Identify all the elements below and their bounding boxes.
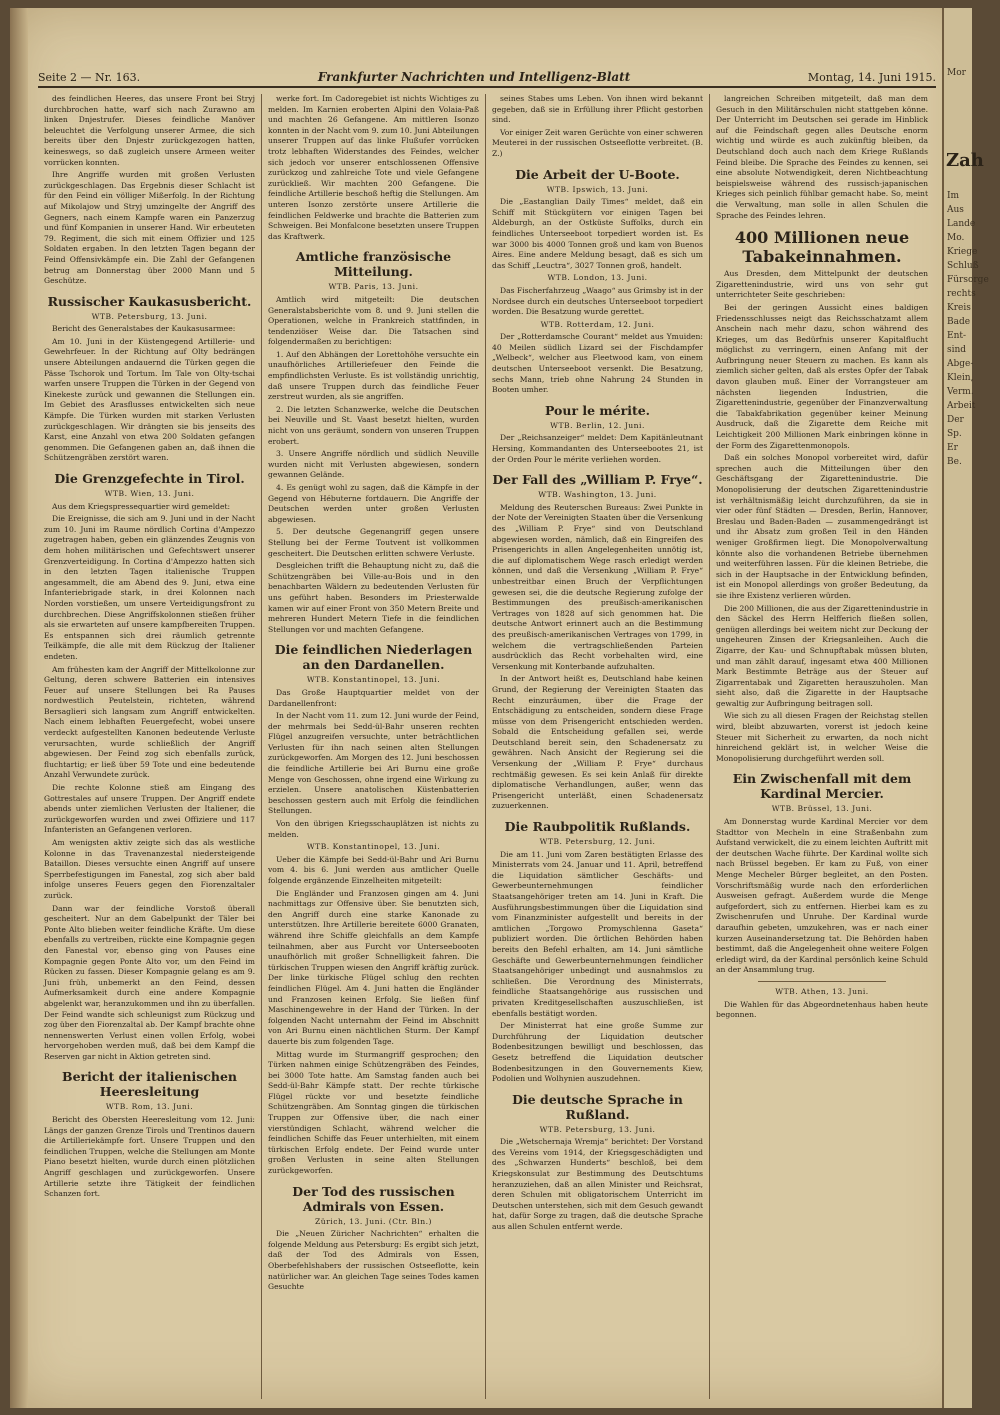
article-paragraph: werke fort. Im Cadoregebiet ist nichts Wichtiges zu melden. Im Karnien eroberten Alpini den Volaia-Paß und machten 26 Gefangene. Am mittleren Isonzo konnten in der Nacht vom 9. zum 10. Juni Abteilungen unserer Truppen auf das linke Flußufer vorrücken trotz lebhaften Widerstandes des Feindes, welcher sich jedoch vor unserer entschlossenen Offensive zurückzog und zahlreiche Tote und viele Gefangene zurückließ. Wir machten 200 Gefangene. Die feindliche Artillerie beschoß heftig die Stellungen. Am unteren Isonzo zerstörte unsere Artillerie die feindlichen Feldwerke und brachte die Batterien zum Schweigen. Bei Monfalcone besetzten unsere Truppen das Kraftwerk.: [268, 94, 479, 241]
article-paragraph: Wie sich zu all diesen Fragen der Reichstag stellen wird, bleibt abzuwarten, vorerst ist jedoch keine Steuer mit Sicherheit zu erwarten, da noch nicht hinreichend geklärt ist, in welcher Weise die Monopolisierung durchgeführt werden soll.: [716, 711, 928, 763]
adjacent-page-line: rechts: [947, 289, 976, 299]
article-headline: Der Tod des russischen Admirals von Essen.: [292, 1183, 455, 1214]
article-paragraph: Vor einiger Zeit waren Gerüchte von einer schweren Meuterei in der russischen Ostseeflotte verbreitet. (B. Z.): [492, 127, 703, 158]
article-dateline: WTB. Paris, 13. Juni.: [328, 282, 419, 292]
adjacent-page-line: Fürsorge: [947, 275, 989, 285]
adjacent-page-line: Mo.: [947, 233, 965, 243]
adjacent-page-line: Arbeit: [947, 401, 976, 411]
article-paragraph: In der Antwort heißt es, Deutschland habe keinen Grund, der Regierung der Vereinigten Staaten das Recht einzuräumen, über die Frage der Entschädigung zu entscheiden, sondern diese Frage müsse von dem Prisengericht entschieden werden. Sobald die Entscheidung gefallen sei, werde Deutschland bereit sein, den Schadenersatz zu gewähren. Nach Ansicht der Regierung sei die Versenkung der „William P. Frye“ durchaus rechtmäßig gewesen. Es sei kein Anlaß für direkte diplomatische Verhandlungen, außer, wenn das Prisengericht unterläßt, einen Schadenersatz zuzuerkennen.: [492, 674, 703, 811]
article-paragraph: Die „Neuen Züricher Nachrichten“ erhalten die folgende Meldung aus Petersburg: Es ergibt sich jetzt, daß der Tod des Admirals von Essen, Oberbefehlshabers der russischen Ostseeflotte, kein natürlicher war. An gleichen Tage seines Todes kamen Gesuchte: [268, 1229, 479, 1292]
article-headline: Die deutsche Sprache in Rußland.: [512, 1091, 683, 1122]
article-paragraph: 1. Auf den Abhängen der Lorettohöhe versuchte ein unaufhörliches Artilleriefeuer den Feinde die empfindlichsten Verluste. Es ist vollständig unrichtig, daß unsere Truppen durch das feindliche Feuer zerstreut wurden, als sie angriffen.: [268, 349, 479, 402]
article-paragraph: Die 200 Millionen, die aus der Zigarettenindustrie in den Säckel des Herrn Helfferich fließen sollen, genügen allerdings bei weitem nicht zur Deckung der ungeheuren Zinsen der Kriegsanleihen. Auch die Zigarre, der Kau- und Schnupftabak müssen bluten, und man zählt darauf, ingesamt etwa 400 Millionen Mark Bestimmte Beträge aus der Steuer auf Zigarrentabak und Zigaretten herauszuholen. Man sieht also, daß die Zigarette in der Hauptsache gewaltig zur Aufbringung beitragen soll.: [716, 603, 928, 708]
header-masthead: Frankfurter Nachrichten und Intelligenz-Blatt: [317, 70, 631, 84]
article-paragraph: Desgleichen trifft die Behauptung nicht zu, daß die Schützengräben bei Ville-au-Bois und in den benachbarten Wäldern zu bedeutenden Verlusten für uns geführt haben. Besonders im Priesterwalde kamen wir auf einer Front von 350 Metern Breite und mehreren Hundert Metern Tiefe in die feindlichen Stellungen vor und machten Gefangene.: [268, 561, 479, 634]
adjacent-page-line: Klein,: [947, 373, 974, 383]
article-paragraph: Die Engländer und Franzosen gingen am 4. Juni nachmittags zur Offensive über. Sie benutzten sich, den Angriff durch eine starke Kanonade zu unterstützen. Ihre Artillerie bereitete 6000 Granaten, während ihre Schiffe gleichfalls an dem Kampfe teilnahmen, aber aus Furcht vor Unterseebooten unaufhörlich mit großer Schnelligkeit fahren. Die türkischen Truppen wiesen den Angriff kräftig zurück. Der linke türkische Flügel schlug den rechten feindlichen Flügel. Am 4. Juni hatten die Engländer und Franzosen keinen Erfolg. Sie ließen fünf Maschinengewehre in der Hand der Türken. In der folgenden Nacht unternahm der Feind im Abschnitt von Ari Burnu einen nächtlichen Sturm. Der Kampf dauerte bis zum folgenden Tage.: [268, 888, 479, 1046]
article-paragraph: Am Donnerstag wurde Kardinal Mercier vor dem Stadttor von Mecheln in eine Straßenbahn zum Aufstand verwickelt, die zu einem leichten Auftritt mit der deutschen Wache führte. Der Kardinal wollte sich nach Brüssel begeben. Er kam zu Fuß, von einer Menge Mecheler Bürger begleitet, an den Posten. Vorschriftsmäßig wurde nach den erforderlichen Ausweisen gefragt. Außerdem wurde die Menge aufgefordert, sich zu entfernen. Hierbei kam es zu Zwischenrufen und Unruhe. Der Kardinal wurde daraufhin gebeten, umzukehren, was er nach einer kurzen Auseinandersetzung tat. Die Behörden haben bestimmt, daß die Angelegenheit ohne weitere Folgen erledigt wird, da der Kardinal persönlich keine Schuld an der Ansammlung trug.: [716, 817, 928, 975]
column-1: [38, 94, 262, 1399]
article-paragraph: Dann war der feindliche Vorstoß überall gescheitert. Nur an dem Gabelpunkt der Täler bei Ponte Alto blieben weiter feindliche Kräfte. Um diese ebenfalls zu vertreiben, rückte eine Kompagnie gegen den Fanestal vor, ebenso ging von Pauses eine Kompagnie gegen Ponte Alto vor, um den Feind im Rücken zu fassen. Dieser Kompagnie gelang es am 9. Juni früh, unbemerkt an den Feind, dessen Aufmerksamkeit durch eine andere Kompagnie abgelenkt war, heranzukommen und ihn zu überfallen. Der Feind wandte sich schleunigst zum Rückzug und zog über den Fiorenzaltal ab. Der Kampf brachte ohne nennenswerten Verlust einen vollen Erfolg, wobei hervorgehoben werden muß, daß bei dem Kampf die Reserven gar nicht in Aktion getreten sind.: [44, 903, 255, 1061]
adjacent-page-line: Im: [947, 191, 960, 201]
adjacent-page-line: Sp.: [947, 429, 962, 439]
article-headline: Russischer Kaukasusbericht.: [47, 293, 252, 309]
article-paragraph: Die Ereignisse, die sich am 9. Juni und in der Nacht zum 10. Juni im Raume nördlich Cortina d'Ampezzo zugetragen haben, geben ein glänzendes Zeugnis von dem hohen militärischen und Gefechtswert unserer Grenzverteidigung. In Cortina d'Ampezzo hatten sich in den letzten Tagen italienische Truppen angesammelt, die am Abend des 9. Juni, etwa eine Infanteriebrigade stark, in drei Kolonnen nach Norden vorstießen, um unsere Verteidigungsfront zu durchbrechen. Diese Angriffskolonnen stießen früher als sie erwarteten auf unsere kampfbereiten Truppen. Es entspannen sich drei räumlich getrennte Teilkämpfe, die alle mit dem Rückzug der Italiener endeten.: [44, 514, 255, 661]
article-paragraph: Ueber die Kämpfe bei Sedd-ül-Bahr und Ari Burnu vom 4. bis 6. Juni werden aus amtlicher Quelle folgende ergänzende Einzelheiten mitgeteilt:: [268, 854, 479, 885]
article-paragraph: 2. Die letzten Schanzwerke, welche die Deutschen bei Neuville und St. Vaast besetzt hielten, wurden nicht von uns geräumt, sondern von unseren Truppen erobert.: [268, 404, 479, 446]
article-paragraph: Aus Dresden, dem Mittelpunkt der deutschen Zigarettenindustrie, wird uns von sehr gut unterrichteter Seite geschrieben:: [716, 269, 928, 300]
article-dateline: WTB. Petersburg, 12. Juni.: [539, 837, 656, 847]
header-date: Montag, 14. Juni 1915.: [807, 71, 936, 84]
article-dateline: WTB. Berlin, 12. Juni.: [550, 420, 645, 430]
adjacent-page-header: Mor: [947, 68, 966, 78]
article-paragraph: Der „Reichsanzeiger“ meldet: Dem Kapitänleutnant Hersing, Kommandanten des Unterseebootes 21, ist der Orden Pour le mérite verliehen worden.: [492, 433, 703, 464]
header-issue: Seite 2 — Nr. 163.: [38, 71, 141, 84]
adjacent-page-heading: Zah: [946, 150, 984, 171]
adjacent-page-line: Bade: [947, 317, 971, 327]
article-paragraph: Am 10. Juni in der Küstengegend Artillerie- und Gewehrfeuer. In der Richtung auf Olty bedrängen unsere Abteilungen andauernd die Türken gegen die Pässe Tschorok und Tortum. Im Tale von Olty-tschai warfen unsere Truppen die Türken in der Gegend von Kinekeste zurück und gewannen die Stellungen ein. Im Gebiet des Arasflusses entwickelten sich neue Kämpfe. Die Türken wurden mit starken Verlusten zurückgeschlagen. Wir drängten sie bis jenseits des Karst, eine Anzahl von etwa 200 Soldaten gefangen genommen. Die Gefangenen gaben an, daß ihnen die Schützengräben zerstört waren.: [44, 336, 255, 463]
article-paragraph: langreichen Schreiben mitgeteilt, daß man dem Gesuch in den Militärschulen nicht stattgeben könne. Der Unterricht im Deutschen sei gerade im Hinblick auf die Feindschaft gegen alles Deutsche enorm wichtig und würde es auch zukünftig bleiben, da Deutschland doch auch nach dem Kriege Rußlands Feind bleibe. Die Sprache des Feindes zu kennen, sei eine absolute Notwendigkeit, deren Nichtbeachtung beispielsweise während des russisch-japanischen Krieges sich peinlich fühlbar gemacht habe. So, meint die Verwaltung, man solle in allen Schulen die Sprache des Feindes lehren.: [716, 94, 928, 220]
adjacent-page-edge: [942, 8, 989, 1408]
column-4: [710, 94, 934, 1399]
article-dateline: WTB. London, 13. Juni.: [547, 273, 648, 283]
article-columns: [38, 94, 936, 1399]
article-headline: Die Grenzgefechte in Tirol.: [54, 471, 245, 486]
column-3: [486, 94, 710, 1399]
article-paragraph: Meldung des Reuterschen Bureaus: Zwei Punkte in der Note der Vereinigten Staaten über die Versenkung des „William P. Frye“ sind von Deutschland abgewiesen worden, nämlich, daß ein Eingreifen des Prisengerichts in allen Angelegenheiten unnötig ist, die auf diplomatischem Wege rasch erledigt werden können, und daß die Versenkung „William P. Frye“ unbestreitbar einen Bruch der Verpflichtungen gewesen sei, die die deutsche Regierung zufolge der Bestimmungen des preußisch-amerikanischen Vertrages von 1828 auf sich genommen hat. Die deutsche Antwort erinnert auch an die Bestimmung des preußisch-amerikanischen Vertrages von 1799, in welchem die vertragschließenden Parteien ausdrücklich das Recht vorbehalten wird, eine Versenkung mit Konterbande aufzuhalten.: [492, 502, 703, 671]
adjacent-page-line: Verm.: [947, 387, 974, 397]
article-headline: 400 Millionen neue Tabakeinnahmen.: [734, 228, 910, 267]
article-paragraph: Die „Wetschernaja Wremja“ berichtet: Der Vorstand des Vereins vom 1914, der Kriegsgeschädigten und des „Schwarzen Hunderts“ beschloß, bei dem Kriegskonsulat zur Bestimmung des Deutschtums heranzuziehen, daß an allen Minister und Reichsrat, deren Schulen mit obligatorischem Unterricht im Deutschen unterstehen, sich mit dem Gesuch gewandt hat, dafür Sorge zu tragen, daß die deutsche Sprache aus allen Schulen entfernt werde.: [492, 1137, 703, 1232]
adjacent-page-line: Kriege: [947, 247, 978, 257]
article-paragraph: Bericht des Generalstabes der Kaukasusarmee:: [52, 324, 236, 334]
article-dateline: WTB. Brüssel, 13. Juni.: [771, 804, 873, 814]
article-paragraph: 5. Der deutsche Gegenangriff gegen unsere Stellung bei der Ferme Toutvent ist vollkommen gescheitert. Die Deutschen erlitten schwere Verluste.: [268, 527, 479, 558]
article-paragraph: Das Große Hauptquartier meldet von der Dardanellenfront:: [268, 687, 479, 708]
article-paragraph: 4. Es genügt wohl zu sagen, daß die Kämpfe in der Gegend von Hébuterne fortdauern. Die Angriffe der Deutschen werden unter großen Verlusten abgewiesen.: [268, 483, 479, 524]
article-headline: Amtliche französische Mitteilung.: [295, 249, 452, 280]
article-dateline: WTB. Rom, 13. Juni.: [105, 1102, 194, 1112]
article-paragraph: Bericht des Obersten Heeresleitung vom 12. Juni: Längs der ganzen Grenze Tirols und Trentinos dauern die Artilleriekämpfe fort. Unsere Truppen und den feindlichen Truppen, welche die Stellungen am Monte Piano besetzt hielten, wurde durch einen plötzlichen Angriff geschlagen und zurückgeworfen. Unsere Artillerie setzte ihre Tätigkeit der feindlichen Schanzen fort.: [44, 1115, 255, 1199]
adjacent-page-line: Ent-: [947, 331, 967, 341]
adjacent-page-line: Schluß: [947, 261, 979, 271]
article-dateline: WTB. Wien, 13. Juni.: [104, 489, 195, 498]
article-dateline: WTB. Rotterdam, 12. Juni.: [540, 319, 655, 329]
article-paragraph: Die „Eastanglian Daily Times“ meldet, daß ein Schiff mit Stückgütern vor einigen Tagen bei Aldeburgh, an der Ostküste Suffolks, durch ein feindliches Unterseeboot torpediert worden ist. Es war 3000 bis 4000 Tonnen groß und kam von Buenos Aires. Eine andere Meldung besagt, daß es sich um das Schiff „Leuctra“, 3027 Tonnen groß, handelt.: [492, 197, 703, 270]
section-divider: [758, 981, 885, 982]
article-dateline: WTB. Konstantinopel, 13. Juni.: [306, 675, 441, 685]
article-paragraph: Daß ein solches Monopol vorbereitet wird, dafür sprechen auch die Mitteilungen über den Geschäftsgang der Zigarettenindustrie. Die Monopolisierung der deutschen Zigarettenindustrie ist verhältnismäßig leicht durchzuführen, da sie in vier oder fünf Städten — Dresden, Berlin, Hannover, Breslau und Baden-Baden — zusammengedrängt ist und ihr Absatz zum großen Teil in den Händen weniger Großfirmen liegt. Die Monopolverwaltung könnte also die vorhandenen Betriebe übernehmen und weiterführen lassen. Für die kleinen Betriebe, die sich in der Hauptsache in der Entwicklung befinden, ist ein Monopol allerdings von großer Bedeutung, da sie ihre Existenz verlieren würden.: [716, 453, 928, 600]
article-headline: Die Raubpolitik Rußlands.: [504, 819, 691, 835]
article-paragraph: seines Stabes ums Leben. Von ihnen wird bekannt gegeben, daß sie in Erfüllung ihrer Pflicht gestorben sind.: [492, 94, 703, 125]
article-dateline: WTB. Konstantinopel, 13. Juni.: [306, 842, 441, 852]
article-dateline: WTB. Petersburg, 13. Juni.: [539, 1124, 656, 1134]
article-dateline: WTB. Athen, 13. Juni.: [775, 986, 869, 996]
article-paragraph: Die Wahlen für das Abgeordnetenhaus haben heute begonnen.: [716, 999, 928, 1020]
article-paragraph: Am wenigsten aktiv zeigte sich das als westliche Kolonne in das Travenanzestal niedersteigende Bataillon. Dieses versuchte einen Angriff auf unsere Sperrbefestigungen im Fanestal, zog sich aber bald infolge unseres Feuers gegen den Fiorenzaltaler zurück.: [44, 838, 255, 900]
article-paragraph: Das Fischerfahrzeug „Waago“ aus Grimsby ist in der Nordsee durch ein deutsches Unterseeboot torpediert worden. Die Besatzung wurde gerettet.: [492, 285, 703, 317]
adjacent-page-line: Kreis: [947, 303, 971, 313]
article-paragraph: In der Nacht vom 11. zum 12. Juni wurde der Feind, der mehrmals bei Sedd-ül-Bahr unseren rechten Flügel anzugreifen versuchte, unter beträchtlichen Verlusten für ihn nach seinen alten Stellungen zurückgeworfen. Am Morgen des 12. Juni beschossen die feindliche Artillerie bei Ari Burnu eine große Menge von Geschossen, ohne irgend eine Wirkung zu erzielen. Unsere anatolischen Küstenbatterien beschossen gestern auch mit Erfolg die feindlichen Stellungen.: [268, 711, 479, 816]
adjacent-page-text: [944, 189, 989, 469]
article-paragraph: Der Ministerrat hat eine große Summe zur Durchführung der Liquidation deutscher Bodenbesitzungen bewilligt und beschlossen, das Gesetz betreffend die Liquidation deutscher Bodenbesitzungen in den Gouvernements Kiew, Podolien und Wolhynien auszudehnen.: [492, 1021, 703, 1084]
adjacent-page-line: sind: [947, 345, 967, 355]
article-paragraph: Ihre Angriffe wurden mit großen Verlusten zurückgeschlagen. Das Ergebnis dieser Schlacht ist für den Feind ein völliger Mißerfolg. In der Richtung auf Mikolajow und Stryj umzingelte der Angriff des Gegners, nach einem Kampfe waren ein Panzerzug und fünf Kompanien in unserer Hand. Wir erbeuteten 79. Regiment, die sich mit einem Offizier und 125 Soldaten ergaben. In den letzten Tagen begann der Feind Offensivkämpfe ein. Die Zahl der Gefangenen betrug am Donnerstag über 2000 Mann und 5 Geschütze.: [44, 170, 255, 286]
article-headline: Pour le mérite.: [544, 402, 651, 418]
article-dateline: WTB. Petersburg, 13. Juni.: [91, 311, 208, 321]
article-paragraph: des feindlichen Heeres, das unsere Front bei Stryj durchbrochen hatte, warf sich nach Zurawno am linken Dnjestrufer. Dieses feindliche Manöver beleuchtet die Verfolgung unserer Armee, die sich bereits über den Dnjestr zurückgezogen hatten, keineswegs, so daß zugleich unsere Armeen weiter vorrücken konnten.: [44, 94, 255, 167]
article-paragraph: Amtlich wird mitgeteilt: Die deutschen Generalstabsberichte vom 8. und 9. Juni stellen die Operationen, welche in Frankreich stattfinden, in tendenziöser Weise dar. Die Tatsachen sind folgendermaßen zu berichtigen:: [268, 294, 479, 347]
binding-edge: [10, 8, 28, 1408]
article-paragraph: 3. Unsere Angriffe nördlich und südlich Neuville wurden nicht mit Verlusten abgewiesen, sondern gewannen Gelände.: [268, 449, 479, 480]
article-dateline: WTB. Washington, 13. Juni.: [538, 490, 657, 500]
article-paragraph: Die am 11. Juni vom Zaren bestätigten Erlasse des Ministerrats vom 24. Januar und 11. April, betreffend die Liquidation sämtlicher Geschäfts- und Gewerbeunternehmungen feindlicher Staatsangehöriger treten am 14. Juni in Kraft. Die Ausführungsbestimmungen über die Liquidation sind vom Finanzminister aufgestellt und bereits in der amtlichen „Torgowo Promyschlenna Gaseta“ publiziert worden. Die örtlichen Behörden haben bereits den Befehl erhalten, am 14. Juni sämtliche Geschäfte und Gewerbeunternehmungen feindlicher Staatsangehöriger unbedingt und ausnahmslos zu schließen. Die Verordnung des Ministerrats, feindliche Staatsangehörige aus russischen und privaten Kreditgesellschaften auszuschließen, ist ebenfalls bestätigt worden.: [492, 849, 703, 1018]
article-headline: Ein Zwischenfall mit dem Kardinal Mercier.: [732, 771, 912, 802]
article-dateline: WTB. Ipswich, 13. Juni.: [546, 184, 649, 194]
article-paragraph: Bei der geringen Aussicht eines baldigen Friedensschlusses neigt das Reichsschatzamt allem Anschein nach mehr dazu, schon während des Krieges, um das Bedürfnis unserer Kapitalflucht möglichst zu verringern, einen Anfang mit der Aufbringung neuer Steuern zu machen. Es kann als ziemlich sicher gelten, daß als erstes Opfer der Tabak davon glauben muß. Einer der Vorrangsteuer am nächsten liegenden Industrien, die Zigarettenindustrie, gegenüber der Finanzverwaltung die Tabakfabrikation gegenüber keiner Meinung Ausdruck, daß die Zigarette dem Reiche mit Leichtigkeit 200 Millionen Mark einbringen könne in der Form des Zigarettenmonopols.: [716, 302, 928, 450]
article-paragraph: Der „Rotterdamsche Courant“ meldet aus Ymuiden: 40 Meilen südlich Lizard sei der Fischdampfer „Welbeck“, welcher aus Fleetwood kam, von einem deutschen Unterseeboot versenkt. Die Besatzung, sechs Mann, trieb ohne Nahrung 24 Stunden in Booten umher.: [492, 332, 703, 395]
newspaper-page: [10, 8, 989, 1408]
article-headline: Die feindlichen Niederlagen an den Dardanellen.: [274, 642, 473, 673]
article-headline: Bericht der italienischen Heeresleitung: [62, 1069, 237, 1100]
column-2: [262, 94, 486, 1399]
article-paragraph: Die rechte Kolonne stieß am Eingang des Gottrestales auf unsere Truppen. Der Angriff endete abends unter ziemlichen Verlusten der Italiener, die zurückgeworfen wurden und zwei Offiziere und 117 Infanteristen an Gefangenen verloren.: [44, 783, 255, 835]
adjacent-page-line: Er: [947, 443, 958, 453]
page-header: [38, 62, 936, 88]
article-paragraph: Mittag wurde im Sturmangriff gesprochen; den Türken nahmen einige Schützengräben des Feindes, bei 3000 Tote hatte. Am Samstag fanden auch bei Sedd-ül-Bahr Kämpfe statt. Der rechte türkische Flügel rückte vor und besetzte feindliche Schützengräben. Am Sonntag gingen die türkischen Truppen zur Offensive über, die nach einer vierstündigen Schlacht, während welcher die feindlichen Schiffe das Feuer unterhielten, mit einem türkischen Erfolg endete. Der Feind wurde unter großen Verlusten in seine alten Stellungen zurückgeworfen.: [268, 1049, 479, 1176]
adjacent-page-line: Lande: [947, 219, 976, 229]
article-paragraph: Aus dem Kriegspressequartier wird gemeldet:: [52, 501, 231, 511]
adjacent-page-line: Be.: [947, 457, 962, 467]
article-paragraph: Von den übrigen Kriegsschauplätzen ist nichts zu melden.: [268, 819, 479, 839]
article-dateline: Zürich, 13. Juni. (Ctr. Bln.): [315, 1216, 432, 1226]
article-headline: Die Arbeit der U-Boote.: [515, 166, 680, 182]
adjacent-page-line: Abge-: [947, 359, 974, 369]
adjacent-page-line: Aus: [947, 205, 964, 215]
article-paragraph: Am frühesten kam der Angriff der Mittelkolonne zur Geltung, deren schwere Batterien ein intensives Feuer auf unsere Stellungen bei Ra Pauses nordwestlich Peutelstein, richteten, während Bersaglieri sich langsam zum Angriff entwickelten. Nach einem lebhaften Feuergefecht, wobei unsere verdeckt aufgestellten Kanonen bedeutende Verluste verursachten, wurde schließlich der Angriff abgewiesen. Der Feind zog sich ebenfalls zurück, fluchtartig; er ließ über 59 Tote und eine bedeutende Anzahl Verwundete zurück.: [44, 664, 255, 780]
article-headline: Der Fall des „William P. Frye“.: [492, 472, 703, 488]
adjacent-page-line: Der: [947, 415, 964, 425]
